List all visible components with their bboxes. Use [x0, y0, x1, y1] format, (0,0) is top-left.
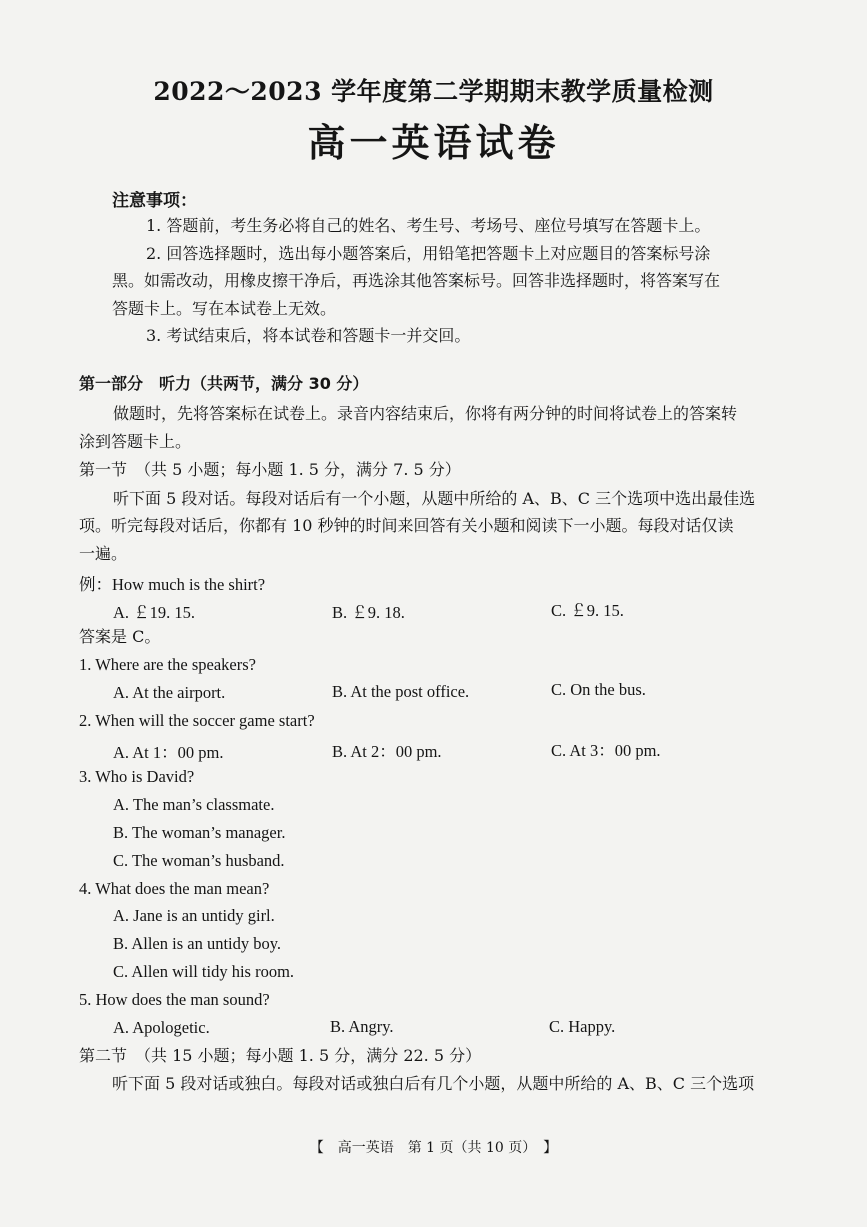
part1-heading: 第一部分 听力（共两节，满分 30 分） — [79, 374, 369, 393]
question-1-option-c: C. On the bus. — [551, 680, 646, 699]
section1-intro-line-3: 一遍。 — [79, 544, 128, 563]
question-1: 1. Where are the speakers? — [79, 655, 256, 674]
example-question: 例：How much is the shirt? — [79, 575, 266, 594]
question-1-option-a: A. At the airport. — [113, 683, 226, 702]
question-3-option-c: C. The woman’s husband. — [113, 851, 285, 870]
section2-heading: 第二节 （共 15 小题；每小题 1. 5 分，满分 22. 5 分） — [79, 1046, 482, 1065]
exam-subtitle: 高一英语试卷 — [307, 120, 560, 165]
question-5-option-a: A. Apologetic. — [113, 1018, 210, 1037]
exam-title: 2022～2023 学年度第二学期期末教学质量检测 — [153, 77, 714, 106]
question-4-option-b: B. Allen is an untidy boy. — [113, 934, 282, 953]
question-2-option-c: C. At 3：00 pm. — [551, 741, 661, 760]
question-3: 3. Who is David? — [79, 767, 195, 786]
part1-intro-line-1: 做题时，先将答案标在试卷上。录音内容结束后，你将有两分钟的时间将试卷上的答案转 — [113, 404, 738, 423]
question-1-option-b: B. At the post office. — [332, 682, 470, 701]
example-option-c: C. ￡9. 15. — [551, 601, 624, 620]
part1-intro-line-2: 涂到答题卡上。 — [79, 432, 192, 451]
page-footer: 【 高一英语 第 1 页（共 10 页） 】 — [309, 1140, 558, 1156]
section2-intro-line-1: 听下面 5 段对话或独白。每段对话或独白后有几个小题，从题中所给的 A、B、C 三个选项 — [112, 1074, 755, 1093]
section1-intro-line-2: 项。听完每段对话后，你都有 10 秒钟的时间来回答有关小题和阅读下一小题。每段对话仅读 — [79, 516, 734, 535]
question-2-option-a: A. At 1：00 pm. — [113, 743, 224, 762]
question-3-option-a: A. The man’s classmate. — [113, 795, 275, 814]
notice-item-3: 3. 考试结束后，将本试卷和答题卡一并交回。 — [146, 326, 471, 345]
notice-item-2-line-2: 黑。如需改动，用橡皮擦干净后，再选涂其他答案标号。回答非选择题时，将答案写在 — [112, 271, 721, 290]
notice-item-2-line-3: 答题卡上。写在本试卷上无效。 — [112, 299, 337, 318]
question-5: 5. How does the man sound? — [79, 990, 270, 1009]
question-5-option-c: C. Happy. — [549, 1017, 616, 1036]
question-3-option-b: B. The woman’s manager. — [113, 823, 286, 842]
question-4: 4. What does the man mean? — [79, 879, 270, 898]
notice-item-1: 1. 答题前，考生务必将自己的姓名、考生号、考场号、座位号填写在答题卡上。 — [146, 216, 711, 235]
notice-heading: 注意事项： — [112, 191, 197, 211]
example-option-b: B. ￡9. 18. — [332, 603, 405, 622]
example-answer: 答案是 C。 — [79, 627, 161, 646]
question-4-option-c: C. Allen will tidy his room. — [113, 962, 295, 981]
question-2: 2. When will the soccer game start? — [79, 711, 315, 730]
section1-heading: 第一节 （共 5 小题；每小题 1. 5 分，满分 7. 5 分） — [79, 460, 461, 479]
question-5-option-b: B. Angry. — [330, 1017, 394, 1036]
question-4-option-a: A. Jane is an untidy girl. — [113, 906, 275, 925]
example-option-a: A. ￡19. 15. — [113, 603, 196, 622]
question-2-option-b: B. At 2：00 pm. — [332, 742, 442, 761]
section1-intro-line-1: 听下面 5 段对话。每段对话后有一个小题，从题中所给的 A、B、C 三个选项中选出最佳选 — [113, 489, 756, 508]
notice-item-2-line-1: 2. 回答选择题时，选出每小题答案后，用铅笔把答题卡上对应题目的答案标号涂 — [146, 244, 711, 263]
